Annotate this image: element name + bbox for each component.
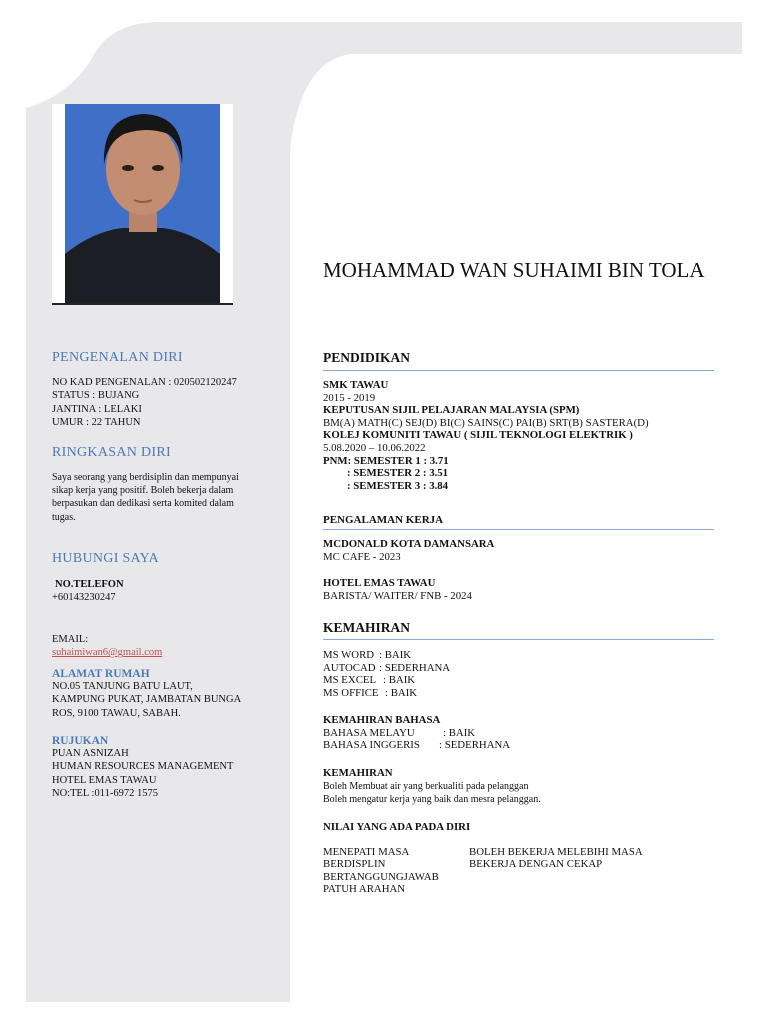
language-level: : BAIK	[443, 726, 476, 739]
pnm-semester-3: : SEMESTER 3 : 3.84	[347, 479, 449, 492]
pnm-semester-1: PNM: SEMESTER 1 : 3.71	[323, 454, 449, 467]
pendidikan-section	[323, 350, 714, 492]
skill-row	[323, 662, 714, 675]
language-name: BAHASA INGGERIS	[323, 739, 420, 752]
pengenalan-heading: PENGENALAN DIRI	[52, 350, 183, 365]
skill-row	[323, 674, 714, 687]
section-divider	[323, 639, 714, 640]
phone-label: NO.TELEFON	[55, 579, 124, 590]
nilai-section	[323, 821, 669, 896]
language-row	[323, 739, 510, 752]
pengalaman-section	[323, 514, 714, 602]
section-divider	[323, 370, 714, 371]
alamat-rumah-section	[52, 668, 282, 720]
photo-underline	[52, 303, 233, 305]
skill-description: Boleh Membuat air yang berkualiti pada pelanggan	[323, 780, 529, 792]
pengalaman-heading: PENGALAMAN KERJA	[323, 514, 444, 526]
gender: JANTINA : LELAKI	[52, 403, 142, 415]
spm-title: KEPUTUSAN SIJIL PELAJARAN MALAYSIA (SPM)	[323, 404, 580, 417]
summary-line: tugas.	[52, 511, 76, 523]
value-item: BEKERJA DENGAN CEKAP	[469, 858, 603, 871]
status: STATUS : BUJANG	[52, 390, 140, 402]
email-link[interactable]: suhaimiwan6@gmail.com	[52, 647, 163, 659]
language-row	[323, 727, 510, 740]
school-years: 2015 - 2019	[323, 391, 376, 404]
language-level: : SEDERHANA	[439, 739, 511, 752]
kemahiran-section	[323, 620, 714, 699]
summary-line: berpasukan dan dedikasi serta komited dalam	[52, 498, 234, 510]
value-item: BERTANGGUNGJAWAB	[323, 870, 439, 883]
job-employer: MCDONALD KOTA DAMANSARA	[323, 538, 495, 550]
bahasa-heading: KEMAHIRAN BAHASA	[323, 714, 441, 726]
kemahiran-heading: KEMAHIRAN	[323, 620, 410, 635]
skill-name: AUTOCAD	[323, 661, 376, 674]
value-item: BERDISPLIN	[323, 858, 386, 871]
ic-number: NO KAD PENGENALAN : 020502120247	[52, 377, 237, 388]
profile-photo	[52, 104, 233, 304]
reference-line: NO:TEL :011-6972 1575	[52, 788, 158, 800]
kemahiran-bahasa-section	[323, 714, 510, 752]
school-name: SMK TAWAU	[323, 379, 389, 391]
skill-level: : SEDERHANA	[379, 661, 451, 674]
rujukan-section	[52, 735, 282, 801]
rujukan-heading: RUJUKAN	[52, 735, 109, 747]
nilai-heading: NILAI YANG ADA PADA DIRI	[323, 821, 471, 833]
college-dates: 5.08.2020 – 10.06.2022	[323, 441, 426, 454]
hubungi-saya-section	[52, 551, 280, 660]
pnm-semester-2: : SEMESTER 2 : 3.51	[347, 467, 449, 480]
skill-row	[323, 687, 714, 700]
value-item: MENEPATI MASA	[323, 845, 410, 858]
portrait-photo-icon	[52, 104, 233, 304]
skill-name: MS OFFICE	[323, 686, 379, 699]
address-line: NO.05 TANJUNG BATU LAUT,	[52, 681, 193, 692]
reference-line: PUAN ASNIZAH	[52, 748, 129, 759]
job-detail: MC CAFE - 2023	[323, 550, 401, 563]
age: UMUR : 22 TAHUN	[52, 417, 141, 429]
pengenalan-diri-section	[52, 350, 277, 430]
spm-results: BM(A) MATH(C) SEJ(D) BI(C) SAINS(C) PAI(B) SRT(B) SASTERA(D)	[323, 416, 649, 429]
language-name: BAHASA MELAYU	[323, 726, 415, 739]
summary-line: Saya seorang yang berdisiplin dan mempunyai	[52, 472, 239, 483]
value-item: BOLEH BEKERJA MELEBIHI MASA	[469, 845, 643, 858]
kemahiran-2-section	[323, 767, 541, 806]
reference-line: HOTEL EMAS TAWAU	[52, 774, 157, 786]
ringkasan-heading: RINGKASAN DIRI	[52, 445, 171, 460]
skill-level: : BAIK	[385, 686, 418, 699]
address-line: KAMPUNG PUKAT, JAMBATAN BUNGA	[52, 694, 242, 706]
ringkasan-diri-section	[52, 445, 280, 524]
skill-name: MS WORD	[323, 649, 375, 661]
kemahiran-2-heading: KEMAHIRAN	[323, 767, 393, 779]
summary-line: sikap kerja yang positif. Boleh bekerja dalam	[52, 485, 234, 497]
value-item: PATUH ARAHAN	[323, 883, 406, 896]
email-label: EMAIL:	[52, 633, 89, 645]
skill-level: : BAIK	[379, 649, 412, 661]
phone-number: +60143230247	[52, 592, 116, 604]
skill-description: Boleh mengatur kerja yang baik dan mesra pelanggan.	[323, 793, 541, 805]
college-name: KOLEJ KOMUNITI TAWAU ( SIJIL TEKNOLOGI ELEKTRIK )	[323, 429, 633, 442]
full-name: MOHAMMAD WAN SUHAIMI BIN TOLA	[323, 258, 705, 282]
address-line: ROS, 9100 TAWAU, SABAH.	[52, 707, 181, 719]
job-detail: BARISTA/ WAITER/ FNB - 2024	[323, 589, 472, 602]
section-divider	[323, 529, 714, 530]
hubungi-heading: HUBUNGI SAYA	[52, 551, 159, 566]
values-list	[323, 846, 669, 896]
skill-row	[323, 649, 714, 662]
alamat-heading: ALAMAT RUMAH	[52, 668, 150, 680]
reference-line: HUMAN RESOURCES MANAGEMENT	[52, 761, 234, 773]
skill-level: : BAIK	[383, 674, 416, 687]
job-employer: HOTEL EMAS TAWAU	[323, 577, 436, 590]
skill-name: MS EXCEL	[323, 674, 377, 687]
pendidikan-heading: PENDIDIKAN	[323, 350, 411, 365]
